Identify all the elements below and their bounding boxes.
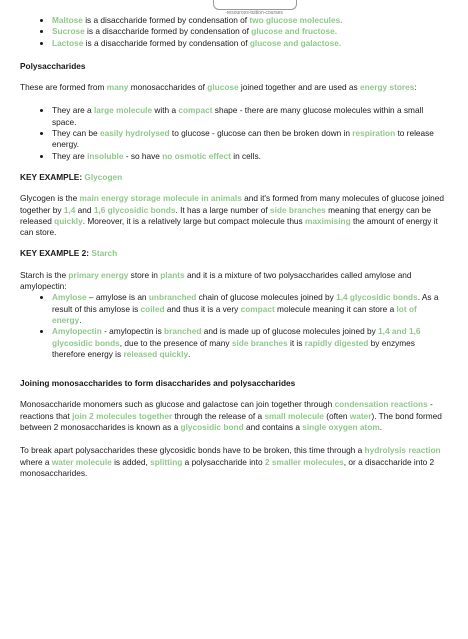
text-run: in cells. bbox=[230, 150, 261, 161]
paragraph bbox=[20, 399, 448, 433]
key-term: 1,4 and 1,6 glycosidic bonds bbox=[52, 326, 421, 348]
key-term: branched bbox=[164, 326, 202, 337]
text-run: and it's formed from many molecules of glucose joined together by bbox=[20, 193, 445, 215]
key-term: side branches bbox=[231, 337, 288, 348]
section-heading bbox=[20, 248, 448, 259]
key-term: compact bbox=[240, 303, 275, 314]
paragraph bbox=[20, 193, 448, 238]
text-run: to glucose - glucose can then be broken down in bbox=[169, 128, 353, 139]
key-term: insoluble bbox=[87, 150, 124, 161]
text-run: , or a disaccharide into 2 monosaccharides. bbox=[20, 456, 435, 478]
key-term: rapidly digested bbox=[304, 337, 369, 348]
text-run: , due to the presence of many bbox=[119, 337, 232, 348]
list-item bbox=[52, 151, 448, 162]
text-run: Starch is the bbox=[20, 269, 69, 280]
key-term: 2 smaller molecules bbox=[264, 456, 344, 467]
key-term: unbranched bbox=[148, 292, 197, 303]
key-term: condensation reactions bbox=[334, 399, 428, 410]
key-term: coiled bbox=[140, 303, 165, 314]
logo-tab bbox=[213, 0, 297, 10]
text-run: and is made up of glucose molecules joined by bbox=[201, 326, 379, 337]
list-item bbox=[52, 15, 448, 26]
key-term: main energy storage molecule in animals bbox=[79, 193, 242, 204]
text-run: chain of glucose molecules joined by bbox=[196, 292, 337, 303]
list-item bbox=[52, 326, 448, 360]
key-term: 1,6 glycosidic bonds bbox=[93, 204, 176, 215]
disaccharide-list bbox=[20, 15, 448, 49]
key-term: 1,4 bbox=[63, 204, 76, 215]
header-tagline: -resources-tuition-courses bbox=[225, 10, 283, 16]
key-term: released quickly bbox=[123, 348, 189, 359]
key-term: Starch bbox=[91, 248, 118, 259]
text-run: (often bbox=[323, 410, 350, 421]
key-term: no osmotic effect bbox=[162, 150, 231, 161]
key-term: compact bbox=[178, 105, 213, 116]
text-run: is a disaccharide formed by condensation of bbox=[82, 15, 250, 25]
key-term: respiration bbox=[352, 128, 396, 139]
key-term: Amylose bbox=[52, 292, 87, 303]
text-run: KEY EXAMPLE: bbox=[20, 171, 85, 182]
text-run: . bbox=[188, 348, 191, 359]
key-term: glucose bbox=[207, 82, 239, 93]
list-item bbox=[52, 38, 448, 49]
key-term: Lactose bbox=[52, 37, 84, 48]
key-term: Glycogen bbox=[84, 171, 123, 182]
key-term: large molecule bbox=[93, 105, 153, 116]
key-term: easily hydrolysed bbox=[99, 128, 170, 139]
text-run: is a disaccharide formed by condensation of bbox=[84, 26, 252, 37]
text-run: and it is a mixture of two polysaccharides called amylose and amylopectin: bbox=[20, 269, 412, 292]
text-run: : bbox=[414, 82, 417, 93]
text-run: . Moreover, it is a relatively large but compact molecule thus bbox=[82, 215, 306, 226]
key-term: energy stores bbox=[359, 82, 415, 93]
key-term: lot of energy bbox=[52, 303, 417, 325]
text-run: molecule meaning it can store a bbox=[274, 303, 397, 314]
key-term: join 2 molecules together bbox=[72, 410, 173, 421]
text-run: - reactions that bbox=[20, 399, 433, 421]
text-run: - so have bbox=[123, 150, 163, 161]
starch-list bbox=[20, 292, 448, 360]
text-run: through the release of a bbox=[172, 410, 265, 421]
key-term: Sucrose bbox=[52, 26, 85, 37]
list-item bbox=[52, 105, 448, 128]
text-run: - amylopectin is bbox=[101, 326, 165, 337]
text-run: is a disaccharide formed by condensation of bbox=[83, 37, 250, 48]
key-term: Maltose bbox=[52, 15, 83, 25]
key-term: hydrolysis reaction bbox=[364, 445, 441, 456]
key-term: side branches bbox=[270, 204, 326, 215]
key-term: splitting bbox=[150, 456, 183, 467]
paragraph bbox=[20, 82, 448, 93]
text-run: and contains a bbox=[243, 422, 303, 433]
text-run: and bbox=[75, 204, 94, 215]
paragraph bbox=[20, 445, 448, 479]
key-term: quickly bbox=[54, 215, 83, 226]
key-term: water molecule bbox=[51, 456, 112, 467]
text-run: is added, bbox=[111, 456, 151, 467]
text-run: They are bbox=[52, 150, 88, 161]
key-term: single oxygen atom bbox=[302, 422, 380, 433]
text-run: Monosaccharide monomers such as glucose and galactose can join together through bbox=[20, 399, 335, 410]
text-run: These are formed from bbox=[20, 82, 107, 93]
key-term: glycosidic bond bbox=[180, 422, 244, 433]
key-term: primary energy bbox=[68, 269, 129, 280]
text-run: monosaccharides of bbox=[128, 82, 208, 93]
text-run: – amylose is an bbox=[86, 292, 149, 303]
key-term: maximising bbox=[305, 215, 351, 226]
text-run: ). The bond formed between 2 monosaccharides is known as a bbox=[20, 410, 442, 433]
key-term: water bbox=[349, 410, 372, 421]
section-heading bbox=[20, 172, 448, 183]
text-run: store in bbox=[128, 269, 161, 280]
section-heading: Polysaccharides bbox=[20, 60, 86, 71]
text-run: joined together and are used as bbox=[238, 82, 360, 93]
key-term: Amylopectin bbox=[52, 326, 102, 337]
text-run: . bbox=[79, 314, 82, 325]
text-run: the amount of energy it can store. bbox=[20, 215, 438, 238]
list-item bbox=[52, 292, 448, 326]
text-run: a polysaccharide into bbox=[182, 456, 265, 467]
text-run: KEY EXAMPLE 2: bbox=[20, 248, 92, 259]
text-run: Glycogen is the bbox=[20, 193, 80, 204]
list-item bbox=[52, 26, 448, 37]
key-term: two glucose molecules. bbox=[249, 15, 343, 25]
text-run: They are a bbox=[52, 105, 94, 116]
list-item bbox=[52, 128, 448, 151]
text-run: meaning that energy can be released bbox=[20, 204, 431, 226]
key-term: plants bbox=[160, 269, 185, 280]
text-run: and thus it is a very bbox=[164, 303, 241, 314]
key-term: small molecule bbox=[264, 410, 324, 421]
key-term: glucose and fructose. bbox=[251, 26, 338, 37]
text-run: . As a result of this amylose is bbox=[52, 292, 439, 314]
key-term: many bbox=[106, 82, 129, 93]
text-run: by enzymes therefore energy is bbox=[52, 337, 415, 359]
text-run: shape - there are many glucose molecules within a small space. bbox=[52, 105, 424, 127]
poly-list bbox=[20, 105, 448, 161]
text-run: They can be bbox=[52, 128, 100, 139]
key-term: 1,4 glycosidic bonds bbox=[336, 292, 418, 303]
text-run: To break apart polysaccharides these glycosidic bonds have to be broken, this time through a bbox=[20, 445, 365, 456]
text-run: to release energy. bbox=[52, 128, 434, 150]
text-run: . It has a large number of bbox=[175, 204, 270, 215]
text-run: where a bbox=[20, 456, 52, 467]
text-run: . bbox=[379, 422, 383, 433]
section-heading: Joining monosaccharides to form disaccharides and polysaccharides bbox=[20, 378, 296, 389]
document-body bbox=[20, 15, 448, 479]
paragraph bbox=[20, 270, 448, 293]
key-term: glucose and galactose. bbox=[249, 37, 342, 48]
text-run: it is bbox=[287, 337, 305, 348]
text-run: with a bbox=[152, 105, 179, 116]
